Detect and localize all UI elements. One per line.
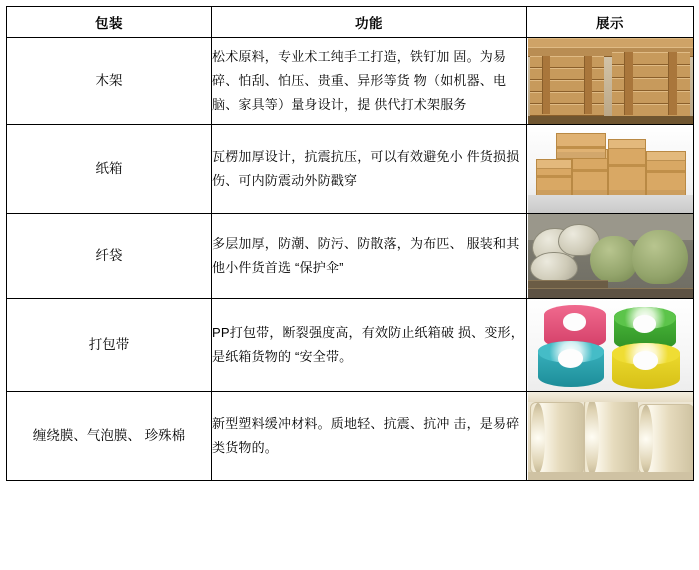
table-row: [7, 214, 694, 299]
strapping-rolls-image: [528, 299, 693, 391]
table-row: [7, 125, 694, 214]
cell-demo-image: [527, 125, 694, 214]
cell-function-text: 松术原料，专业术工纯手工打造，铁钉加 固。为易碎、怕刮、怕压、贵重、异形等货 物（如机器、电脑、家具等）量身设计，提 供代打术架服务: [212, 38, 527, 125]
woven-bags-image: [528, 214, 693, 298]
cell-packaging-name: 打包带: [7, 299, 212, 392]
packaging-table: [6, 6, 694, 481]
table-header: [7, 7, 694, 38]
table-body: [7, 38, 694, 481]
stretch-film-rolls-image: [528, 392, 693, 480]
wooden-crates-image: [528, 38, 693, 124]
cell-function-text: PP打包带，断裂强度高，有效防止纸箱破 损、变形，是纸箱货物的 “安全带。: [212, 299, 527, 392]
header-row: [7, 7, 694, 38]
column-header-packaging: 包装: [7, 7, 212, 38]
cell-function-text: 多层加厚，防潮、防污、防散落，为布匹、 服装和其他小件货首选 “保护伞”: [212, 214, 527, 299]
table-row: [7, 299, 694, 392]
cardboard-boxes-image: [528, 125, 693, 213]
cell-function-text: 新型塑料缓冲材料。质地轻、抗震、抗冲 击，是易碎类货物的。: [212, 392, 527, 481]
cell-demo-image: [527, 38, 694, 125]
column-header-demo: 展示: [527, 7, 694, 38]
cell-packaging-name: 缠绕膜、气泡膜、 珍殊棉: [7, 392, 212, 481]
cell-demo-image: [527, 299, 694, 392]
column-header-function: 功能: [212, 7, 527, 38]
table-row: [7, 38, 694, 125]
table-row: [7, 392, 694, 481]
cell-demo-image: [527, 392, 694, 481]
cell-packaging-name: 木架: [7, 38, 212, 125]
cell-packaging-name: 纤袋: [7, 214, 212, 299]
cell-function-text: 瓦楞加厚设计，抗震抗压，可以有效避免小 件货损损伤、可内防震动外防戳穿: [212, 125, 527, 214]
cell-packaging-name: 纸箱: [7, 125, 212, 214]
cell-demo-image: [527, 214, 694, 299]
